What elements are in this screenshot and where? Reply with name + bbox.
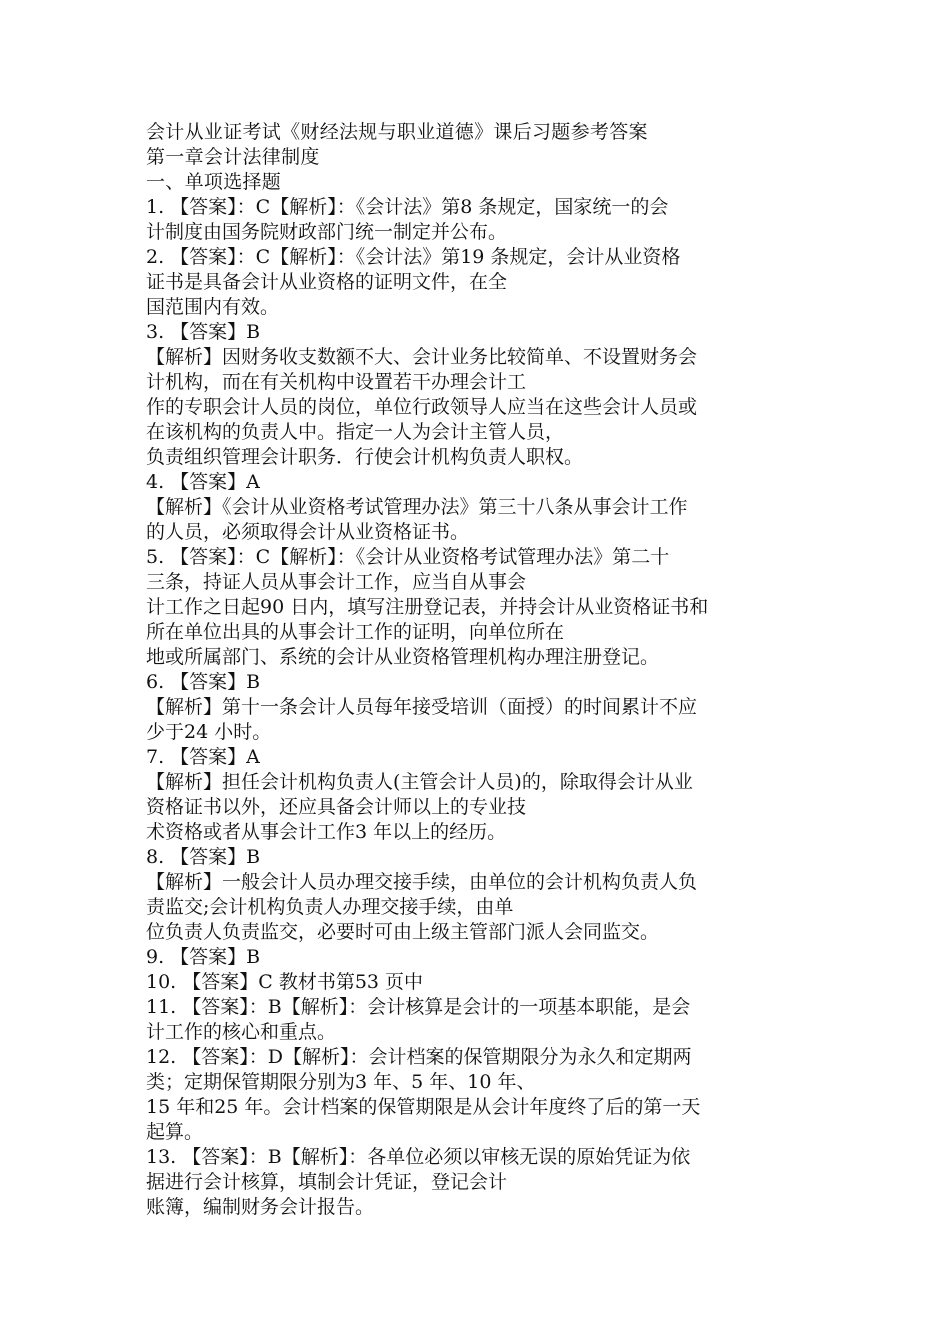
answer-line: 地或所属部门、系统的会计从业资格管理机构办理注册登记。 [146,646,660,668]
document-page [146,120,810,1220]
answer-line: 计制度由国务院财政部门统一制定并公布。 [146,221,508,243]
answer-line: 计工作的核心和重点。 [146,1021,337,1043]
answer-line: 术资格或者从事会计工作3 年以上的经历。 [146,821,507,843]
answer-line: 三条，持证人员从事会计工作，应当自从事会 [146,571,527,593]
answer-line: 7. 【答案】A [146,746,260,768]
answer-line: 账簿，编制财务会计报告。 [146,1196,375,1218]
answer-line: 【解析】《会计从业资格考试管理办法》第三十八条从事会计工作 [146,496,688,518]
answer-line: 在该机构的负责人中。指定一人为会计主管人员， [146,421,565,443]
answer-line: 负责组织管理会计职务．行使会计机构负责人职权。 [146,446,584,468]
answer-line: 计工作之日起90 日内，填写注册登记表，并持会计从业资格证书和 [146,596,709,618]
answer-line: 责监交;会计机构负责人办理交接手续，由单 [146,896,514,918]
answer-line: 5. 【答案】：C【解析】：《会计从业资格考试管理办法》第二十 [146,546,670,568]
answer-line: 起算。 [146,1121,204,1143]
document-title: 会计从业证考试《财经法规与职业道德》课后习题参考答案 [146,121,648,143]
answer-line: 12. 【答案】：D【解析】：会计档案的保管期限分为永久和定期两 [146,1046,692,1068]
answer-line: 国范围内有效。 [146,296,280,318]
answer-line: 据进行会计核算，填制会计凭证，登记会计 [146,1171,508,1193]
answer-line: 3. 【答案】B [146,321,261,343]
answer-line: 类；定期保管期限分别为3 年、5 年、10 年、 [146,1071,536,1093]
answer-list [146,195,810,1220]
answer-line: 位负责人负责监交，必要时可由上级主管部门派人会同监交。 [146,921,660,943]
answer-line: 【解析】因财务收支数额不大、会计业务比较简单、不设置财务会 [146,346,698,368]
answer-line: 资格证书以外，还应具备会计师以上的专业技 [146,796,527,818]
answer-line: 10. 【答案】C 教材书第53 页中 [146,971,424,993]
answer-line: 11. 【答案】：B【解析】：会计核算是会计的一项基本职能，是会 [146,996,691,1018]
answer-line: 8. 【答案】B [146,846,261,868]
answer-line: 13. 【答案】：B【解析】：各单位必须以审核无误的原始凭证为依 [146,1146,691,1168]
answer-line: 4. 【答案】A [146,471,260,493]
section-heading: 一、单项选择题 [146,171,282,193]
answer-line: 证书是具备会计从业资格的证明文件，在全 [146,271,508,293]
chapter-heading: 第一章会计法律制度 [146,146,320,168]
answer-line: 少于24 小时。 [146,721,272,743]
answer-line: 【解析】一般会计人员办理交接手续，由单位的会计机构负责人负 [146,871,698,893]
answer-line: 6. 【答案】B [146,671,261,693]
answer-line: 9. 【答案】B [146,946,261,968]
answer-line: 15 年和25 年。会计档案的保管期限是从会计年度终了后的第一天 [146,1096,701,1118]
answer-line: 【解析】担任会计机构负责人(主管会计人员)的，除取得会计从业 [146,771,693,793]
answer-line: 1. 【答案】：C【解析】：《会计法》第8 条规定，国家统一的会 [146,196,669,218]
answer-line: 【解析】第十一条会计人员每年接受培训（面授）的时间累计不应 [146,696,698,718]
answer-line: 所在单位出具的从事会计工作的证明，向单位所在 [146,621,565,643]
answer-line: 计机构，而在有关机构中设置若干办理会计工 [146,371,527,393]
answer-line: 2. 【答案】：C【解析】：《会计法》第19 条规定，会计从业资格 [146,246,681,268]
answer-line: 作的专职会计人员的岗位，单位行政领导人应当在这些会计人员或 [146,396,698,418]
answer-line: 的人员，必须取得会计从业资格证书。 [146,521,470,543]
